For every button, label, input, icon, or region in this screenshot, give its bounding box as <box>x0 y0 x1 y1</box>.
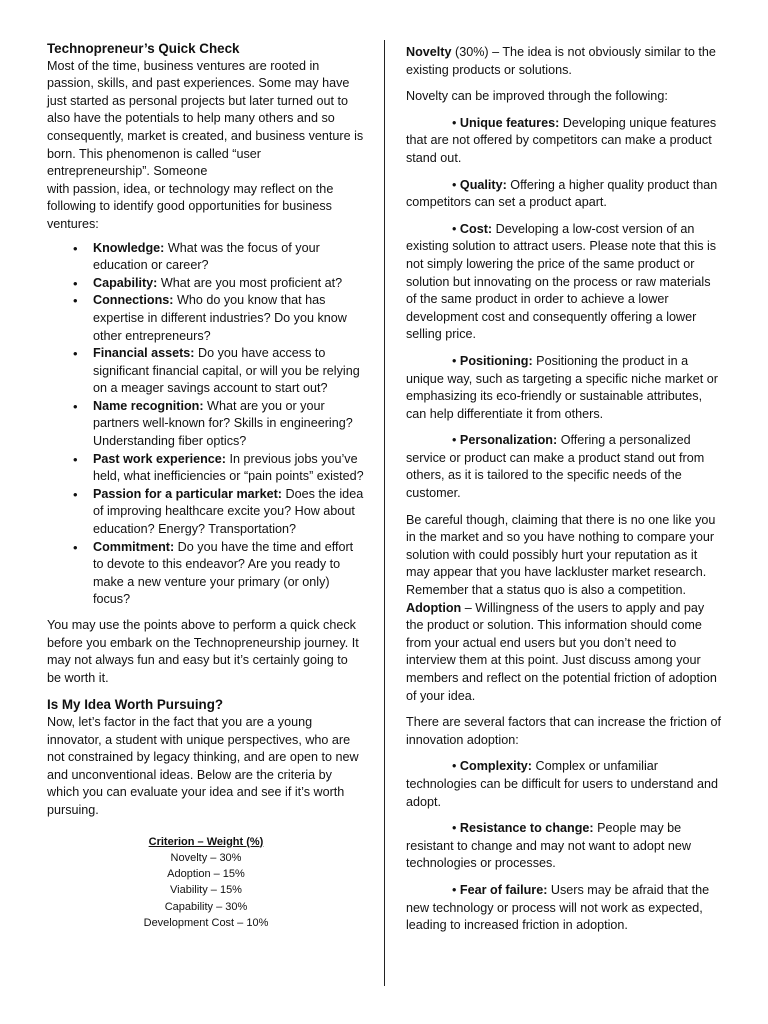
friction-item: • Fear of failure: Users may be afraid that the new technology or process will not work as expected, leading to increased friction in adoption. <box>406 882 710 933</box>
column-divider <box>384 40 385 986</box>
item-text: Who do you know that has expertise in different industries? Do you know other entrepreneurs? <box>93 293 347 343</box>
adoption-text: – Willingness of the users to apply and pay the product or solution. This information should come from your actual end users but you don’t need to interview them at this point. Just discuss among your members and reflect on the potential friction of adoption of your idea. <box>406 600 717 703</box>
item-label: Personalization: <box>459 433 558 448</box>
section-title-quick-check: Technopreneur’s Quick Check <box>47 41 240 56</box>
item-label: Passion for a particular market: <box>93 486 282 501</box>
item-text: What are you most proficient at? <box>157 275 343 290</box>
intro-paragraph-continued: with passion, idea, or technology may reflect on the following to identify good opportunities for business ventures: <box>47 181 334 231</box>
novelty-item: • Quality: Offering a higher quality product than competitors can set a product apart. <box>406 177 718 210</box>
item-text: Offering a higher quality product than competitors can set a product apart. <box>406 177 718 210</box>
item-label: Knowledge: <box>93 240 165 255</box>
quick-check-list <box>47 240 365 609</box>
list-item <box>93 539 365 609</box>
item-text: People may be resistant to change and may not want to adopt new technologies or processes. <box>406 821 691 871</box>
item-text: Positioning the product in a unique way, such as targeting a specific niche market or emphasizing its eco-friendly or sustainable attributes, can help differentiate it from others. <box>406 353 718 421</box>
left-column <box>47 40 365 931</box>
closing-paragraph: You may use the points above to perform a quick check before you embark on the Technopreneurship journey. It may not always fun and easy but it’s certainly going to be worth it. <box>47 618 359 685</box>
item-label: Connections: <box>93 293 174 308</box>
item-label: Resistance to change: <box>459 821 594 836</box>
right-column <box>406 44 724 935</box>
item-label: Quality: <box>459 177 507 192</box>
item-text: Developing a low-cost version of an existing solution to attract users. Please note that this is not simply lowering the price of the same product or solution but innovating on the process or raw materials of the same product in order to achieve a lower development cost and consequently offering a lower selling price. <box>406 221 717 342</box>
friction-item: • Resistance to change: People may be resistant to change and may not want to adopt new technologies or processes. <box>406 821 691 871</box>
novelty-improve-intro: Novelty can be improved through the following: <box>406 89 668 104</box>
criteria-row: Capability – 30% <box>164 900 248 913</box>
item-text: In previous jobs you’ve held, what inefficiencies or “pain points” existed? <box>93 451 364 484</box>
item-text: What was the focus of your education or career? <box>93 240 320 273</box>
list-item <box>93 345 365 398</box>
item-text: Complex or unfamiliar technologies can be difficult for users to understand and adopt. <box>406 759 719 809</box>
item-label: Name recognition: <box>93 398 204 413</box>
item-text: What are you or your partners well-known for? Skills in engineering? Understanding fiber optics? <box>93 398 353 449</box>
careful-paragraph <box>406 512 724 706</box>
item-label: Financial assets: <box>93 346 195 361</box>
item-text: Users may be afraid that the new technology or process will not work as expected, leading to increased friction in adoption. <box>406 882 710 933</box>
novelty-definition <box>406 44 724 79</box>
novelty-item: • Positioning: Positioning the product in a unique way, such as targeting a specific niche market or emphasizing its eco-friendly or sustainable attributes, can help differentiate it from others. <box>406 353 718 421</box>
item-label: Positioning: <box>459 353 533 368</box>
item-label: Fear of failure: <box>459 882 548 897</box>
intro-paragraph: Most of the time, business ventures are rooted in passion, skills, and past experiences. Some may have just started as personal projects but later turned out to also have the potentials to help many others and so consequently, market is created, and business venture is born. This phenomenon is called “user entrepreneurship”. Someone <box>47 58 364 179</box>
list-item <box>93 240 365 275</box>
worth-pursuing-paragraph: Now, let’s factor in the fact that you are a young innovator, a student with unique perspectives, who are not constrained by legacy thinking, and are open to new and unconventional ideas. Below are the criteria by which you can evaluate your idea and see if it’s worth pursuing. <box>47 714 359 817</box>
item-label: Past work experience: <box>93 451 226 466</box>
section-title-worth-pursuing: Is My Idea Worth Pursuing? <box>47 697 224 713</box>
criteria-header: Criterion – Weight (%) <box>148 835 264 848</box>
item-text: Do you have the time and effort to devote to this endeavor? Are you ready to make a new venture your primary (or only) focus? <box>93 539 354 607</box>
criteria-table <box>47 834 365 932</box>
list-item <box>93 451 365 486</box>
criteria-row: Novelty – 30% <box>170 851 242 864</box>
friction-item: • Complexity: Complex or unfamiliar technologies can be difficult for users to understand and adopt. <box>406 759 719 809</box>
novelty-item: • Cost: Developing a low-cost version of an existing solution to attract users. Please note that this is not simply lowering the price of the same product or solution but innovating on the process or raw materials of the same product in order to achieve a lower development cost and consequently offering a lower selling price. <box>406 221 717 342</box>
friction-intro: There are several factors that can increase the friction of innovation adoption: <box>406 715 721 747</box>
criteria-row: Adoption – 15% <box>167 868 245 881</box>
item-label: Cost: <box>459 221 493 236</box>
item-label: Complexity: <box>459 759 532 774</box>
list-item <box>93 398 365 451</box>
item-text: Offering a personalized service or product can make a product stand out from others, as it is tailored to the specific needs of the customer. <box>406 433 705 501</box>
item-text: Developing unique features that are not offered by competitors can make a product stand out. <box>406 115 717 165</box>
adoption-label: Adoption <box>406 600 462 615</box>
novelty-item: • Unique features: Developing unique features that are not offered by competitors can make a product stand out. <box>406 115 717 165</box>
item-label: Capability: <box>93 275 158 290</box>
novelty-label: Novelty <box>406 45 452 59</box>
list-item <box>93 292 365 345</box>
criteria-row: Viability – 15% <box>170 884 242 897</box>
careful-text: Be careful though, claiming that there is no one like you in the market and so you have nothing to compare your solution with could possibly hurt your reputation as it may appear that you have lackluster market research. Remember that a status quo is also a competition. <box>406 512 716 598</box>
item-label: Unique features: <box>459 115 560 130</box>
criteria-row: Development Cost – 10% <box>143 917 269 930</box>
list-item <box>93 275 365 293</box>
novelty-item: • Personalization: Offering a personalized service or product can make a product stand out from others, as it is tailored to the specific needs of the customer. <box>406 433 705 501</box>
novelty-text: (30%) – The idea is not obviously similar to the existing products or solutions. <box>406 45 716 77</box>
item-text: Does the idea of improving healthcare excite you? How about education? Energy? Transportation? <box>93 486 364 537</box>
list-item <box>93 486 365 539</box>
item-label: Commitment: <box>93 539 175 554</box>
item-text: Do you have access to significant financial capital, or will you be relying on a meager savings account to start out? <box>93 346 360 396</box>
